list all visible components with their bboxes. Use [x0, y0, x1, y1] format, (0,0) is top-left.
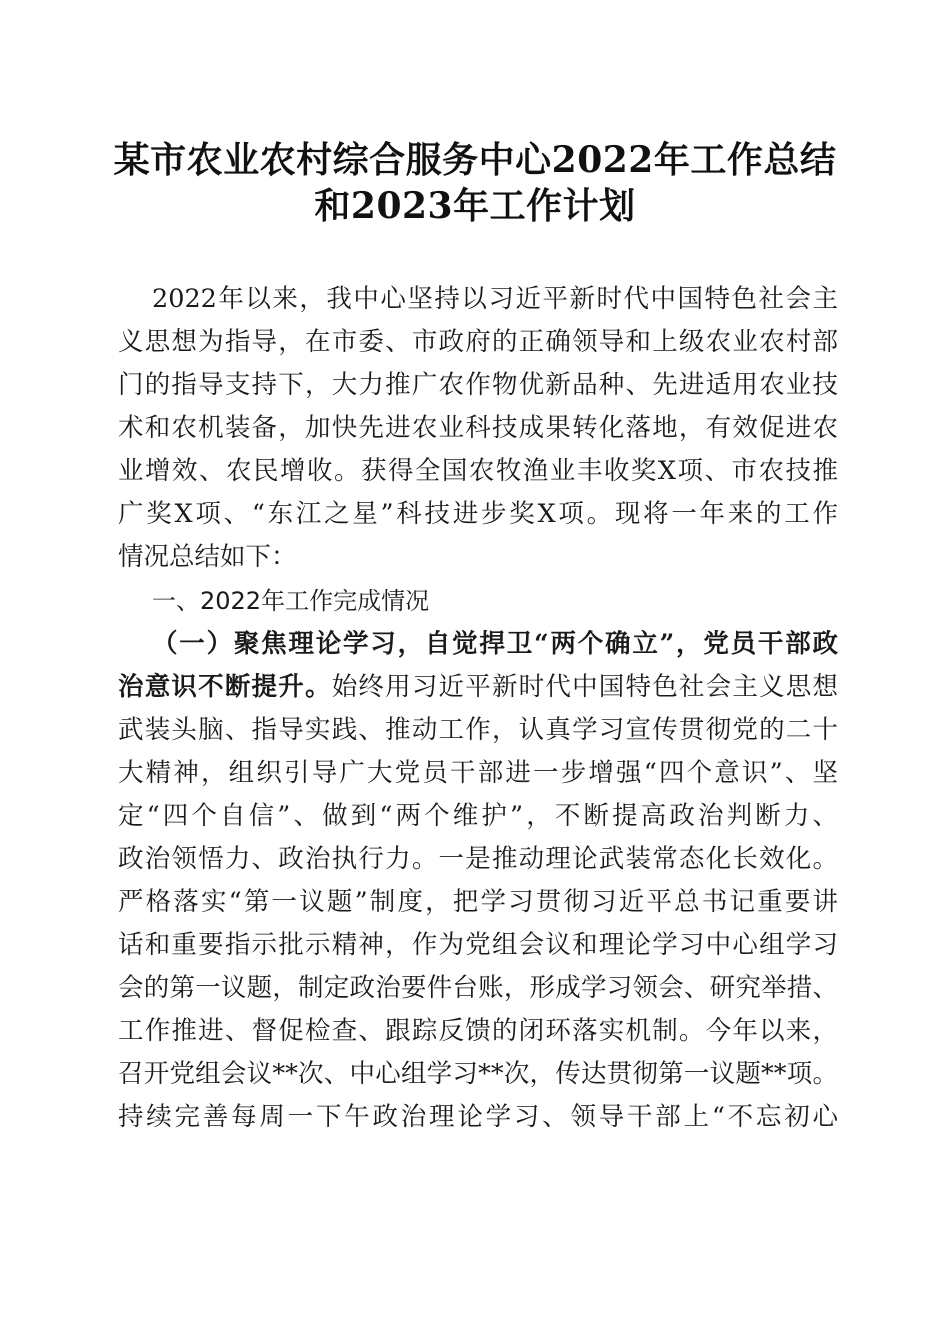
intro-line: 2022年以来，我中心坚持以习近平新时代中国特色社会主: [152, 284, 838, 314]
body-line: 工作推进、督促检查、跟踪反馈的闭环落实机制。今年以来，: [118, 1016, 838, 1046]
intro-line: 术和农机装备，加快先进农业科技成果转化落地，有效促进农: [118, 413, 838, 443]
document-title-line-1: 某市农业农村综合服务中心2022年工作总结: [113, 139, 837, 181]
body-line: 武装头脑、指导实践、推动工作，认真学习宣传贯彻党的二十: [118, 715, 838, 745]
intro-line: 情况总结如下：: [118, 542, 297, 572]
body-line: 大精神，组织引导广大党员干部进一步增强“四个意识”、坚: [118, 758, 838, 788]
subsection-heading-line: （一）聚焦理论学习，自觉捍卫“两个确立”，党员干部政: [152, 629, 838, 659]
intro-line: 业增效、农民增收。获得全国农牧渔业丰收奖X项、市农技推: [118, 456, 838, 486]
body-line: 严格落实“第一议题”制度，把学习贯彻习近平总书记重要讲: [118, 887, 838, 917]
intro-line: 广奖X项、“东江之星”科技进步奖X项。现将一年来的工作: [118, 499, 838, 529]
document-title-line-2: 和2023年工作计划: [314, 185, 636, 227]
body-line: 会的第一议题，制定政治要件台账，形成学习领会、研究举措、: [118, 973, 838, 1003]
body-line: 政治领悟力、政治执行力。一是推动理论武装常态化长效化。: [118, 844, 838, 874]
body-text: 始终用习近平新时代中国特色社会主义思想: [331, 672, 838, 702]
body-line: 召开党组会议**次、中心组学习**次，传达贯彻第一议题**项。: [118, 1059, 838, 1089]
body-line: 持续完善每周一下午政治理论学习、领导干部上“不忘初心: [118, 1102, 838, 1132]
section-heading: 一、2022年工作完成情况: [152, 587, 430, 615]
intro-line: 门的指导支持下，大力推广农作物优新品种、先进适用农业技: [118, 370, 838, 400]
body-line: 话和重要指示批示精神，作为党组会议和理论学习中心组学习: [118, 930, 838, 960]
subsection-heading-tail: 治意识不断提升。: [118, 672, 332, 702]
subsection-line-2: [118, 672, 838, 702]
body-line: 定“四个自信”、做到“两个维护”，不断提高政治判断力、: [118, 801, 838, 831]
intro-line: 义思想为指导，在市委、市政府的正确领导和上级农业农村部: [118, 327, 838, 357]
